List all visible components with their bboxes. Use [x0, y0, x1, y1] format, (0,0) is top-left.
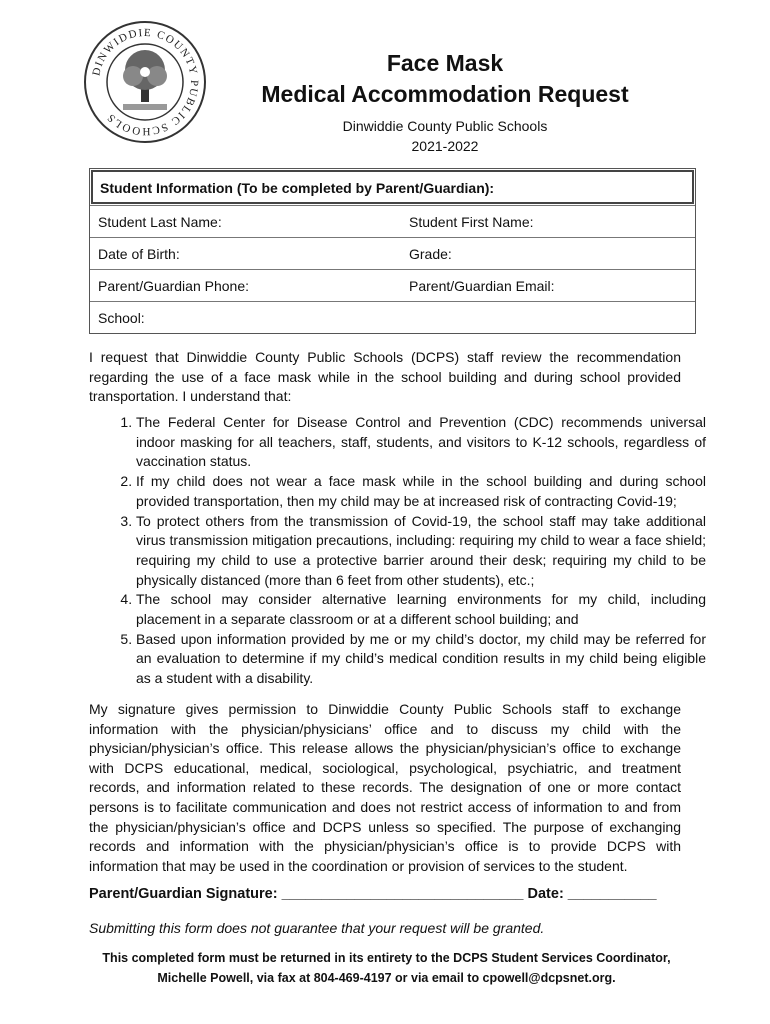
- acknowledgement-list: [111, 413, 706, 689]
- student-first-name-field[interactable]: Student First Name:: [409, 214, 534, 230]
- table-row: [90, 237, 695, 269]
- school-field[interactable]: School:: [98, 310, 145, 326]
- consent-paragraph: My signature gives permission to Dinwiddie County Public Schools staff to exchange information with the physician/physicians’ office and to discuss my child with the physician/physician’s office. This release allows the physician/physician’s office to exchange with DCPS educational, medical, sociological, psychological, psychiatric, and treatment records, and information related to these records. The designation of one or more contact persons is to facilitate communication and does not restrict access of information to and from the physician/physician’s office and DCPS unless so specified. The purpose of exchanging records and information with the physician/physician’s office is to provide DCPS with information that may be used in the coordination or provision of services to the student.: [89, 701, 681, 874]
- district-name: Dinwiddie County Public Schools: [342, 118, 548, 134]
- list-item: 2. If my child does not wear a face mask while in the school building and during school provided transportation, then my child may be at increased risk of contracting Covid-19;: [136, 472, 706, 511]
- signature-date-line[interactable]: Parent/Guardian Signature: ______________________________ Date: ___________: [89, 886, 657, 902]
- district-logo: [83, 20, 207, 144]
- table-row: [90, 205, 695, 237]
- footer-line-1: This completed form must be returned in its entirety to the DCPS Student Services Coordinator,: [102, 951, 671, 965]
- table-row: [90, 269, 695, 301]
- district-seal-icon: [83, 20, 207, 144]
- date-of-birth-field[interactable]: Date of Birth:: [98, 246, 180, 262]
- list-item: 4. The school may consider alternative learning environments for my child, including placement in a separate classroom or at a different school building; and: [136, 590, 706, 629]
- guardian-email-field[interactable]: Parent/Guardian Email:: [409, 278, 555, 294]
- grade-field[interactable]: Grade:: [409, 246, 452, 262]
- disclaimer-note: Submitting this form does not guarantee that your request will be granted.: [89, 920, 545, 936]
- logo-text: DINWIDDIE COUNTY PUBLIC SCHOOLS: [90, 26, 201, 138]
- form-title-line1: Face Mask: [386, 50, 504, 76]
- guardian-phone-field[interactable]: Parent/Guardian Phone:: [98, 278, 249, 294]
- school-year: 2021-2022: [411, 138, 479, 154]
- return-instructions: [89, 948, 684, 988]
- list-item: 5. Based upon information provided by me or my child’s doctor, my child may be referred for an evaluation to determine if my child’s medical condition results in my child being eligible as a student with a disability.: [136, 630, 706, 689]
- table-row: [90, 301, 695, 333]
- student-info-heading: Student Information (To be completed by Parent/Guardian):: [91, 170, 694, 204]
- student-last-name-field[interactable]: Student Last Name:: [98, 214, 222, 230]
- list-item: 3. To protect others from the transmission of Covid-19, the school staff may take additional virus transmission mitigation precautions, including: requiring my child to wear a face shield; requiring my child to use a protective barrier around their desk; requiring my child to be physically distanced (more than 6 feet from other students), etc.;: [136, 512, 706, 591]
- student-info-table: [89, 168, 696, 334]
- intro-paragraph: I request that Dinwiddie County Public Schools (DCPS) staff review the recommendation regarding the use of a face mask while in the school building and during school provided transportation. I understand that:: [89, 349, 681, 405]
- form-title-block: [240, 48, 650, 156]
- list-item: 1. The Federal Center for Disease Control and Prevention (CDC) recommends universal indoor masking for all teachers, staff, students, and visitors to K-12 schools, regardless of vaccination status.: [136, 413, 706, 472]
- footer-line-2: Michelle Powell, via fax at 804-469-4197 or via email to cpowell@dcpsnet.org.: [157, 971, 616, 985]
- form-title-line2: Medical Accommodation Request: [261, 81, 629, 107]
